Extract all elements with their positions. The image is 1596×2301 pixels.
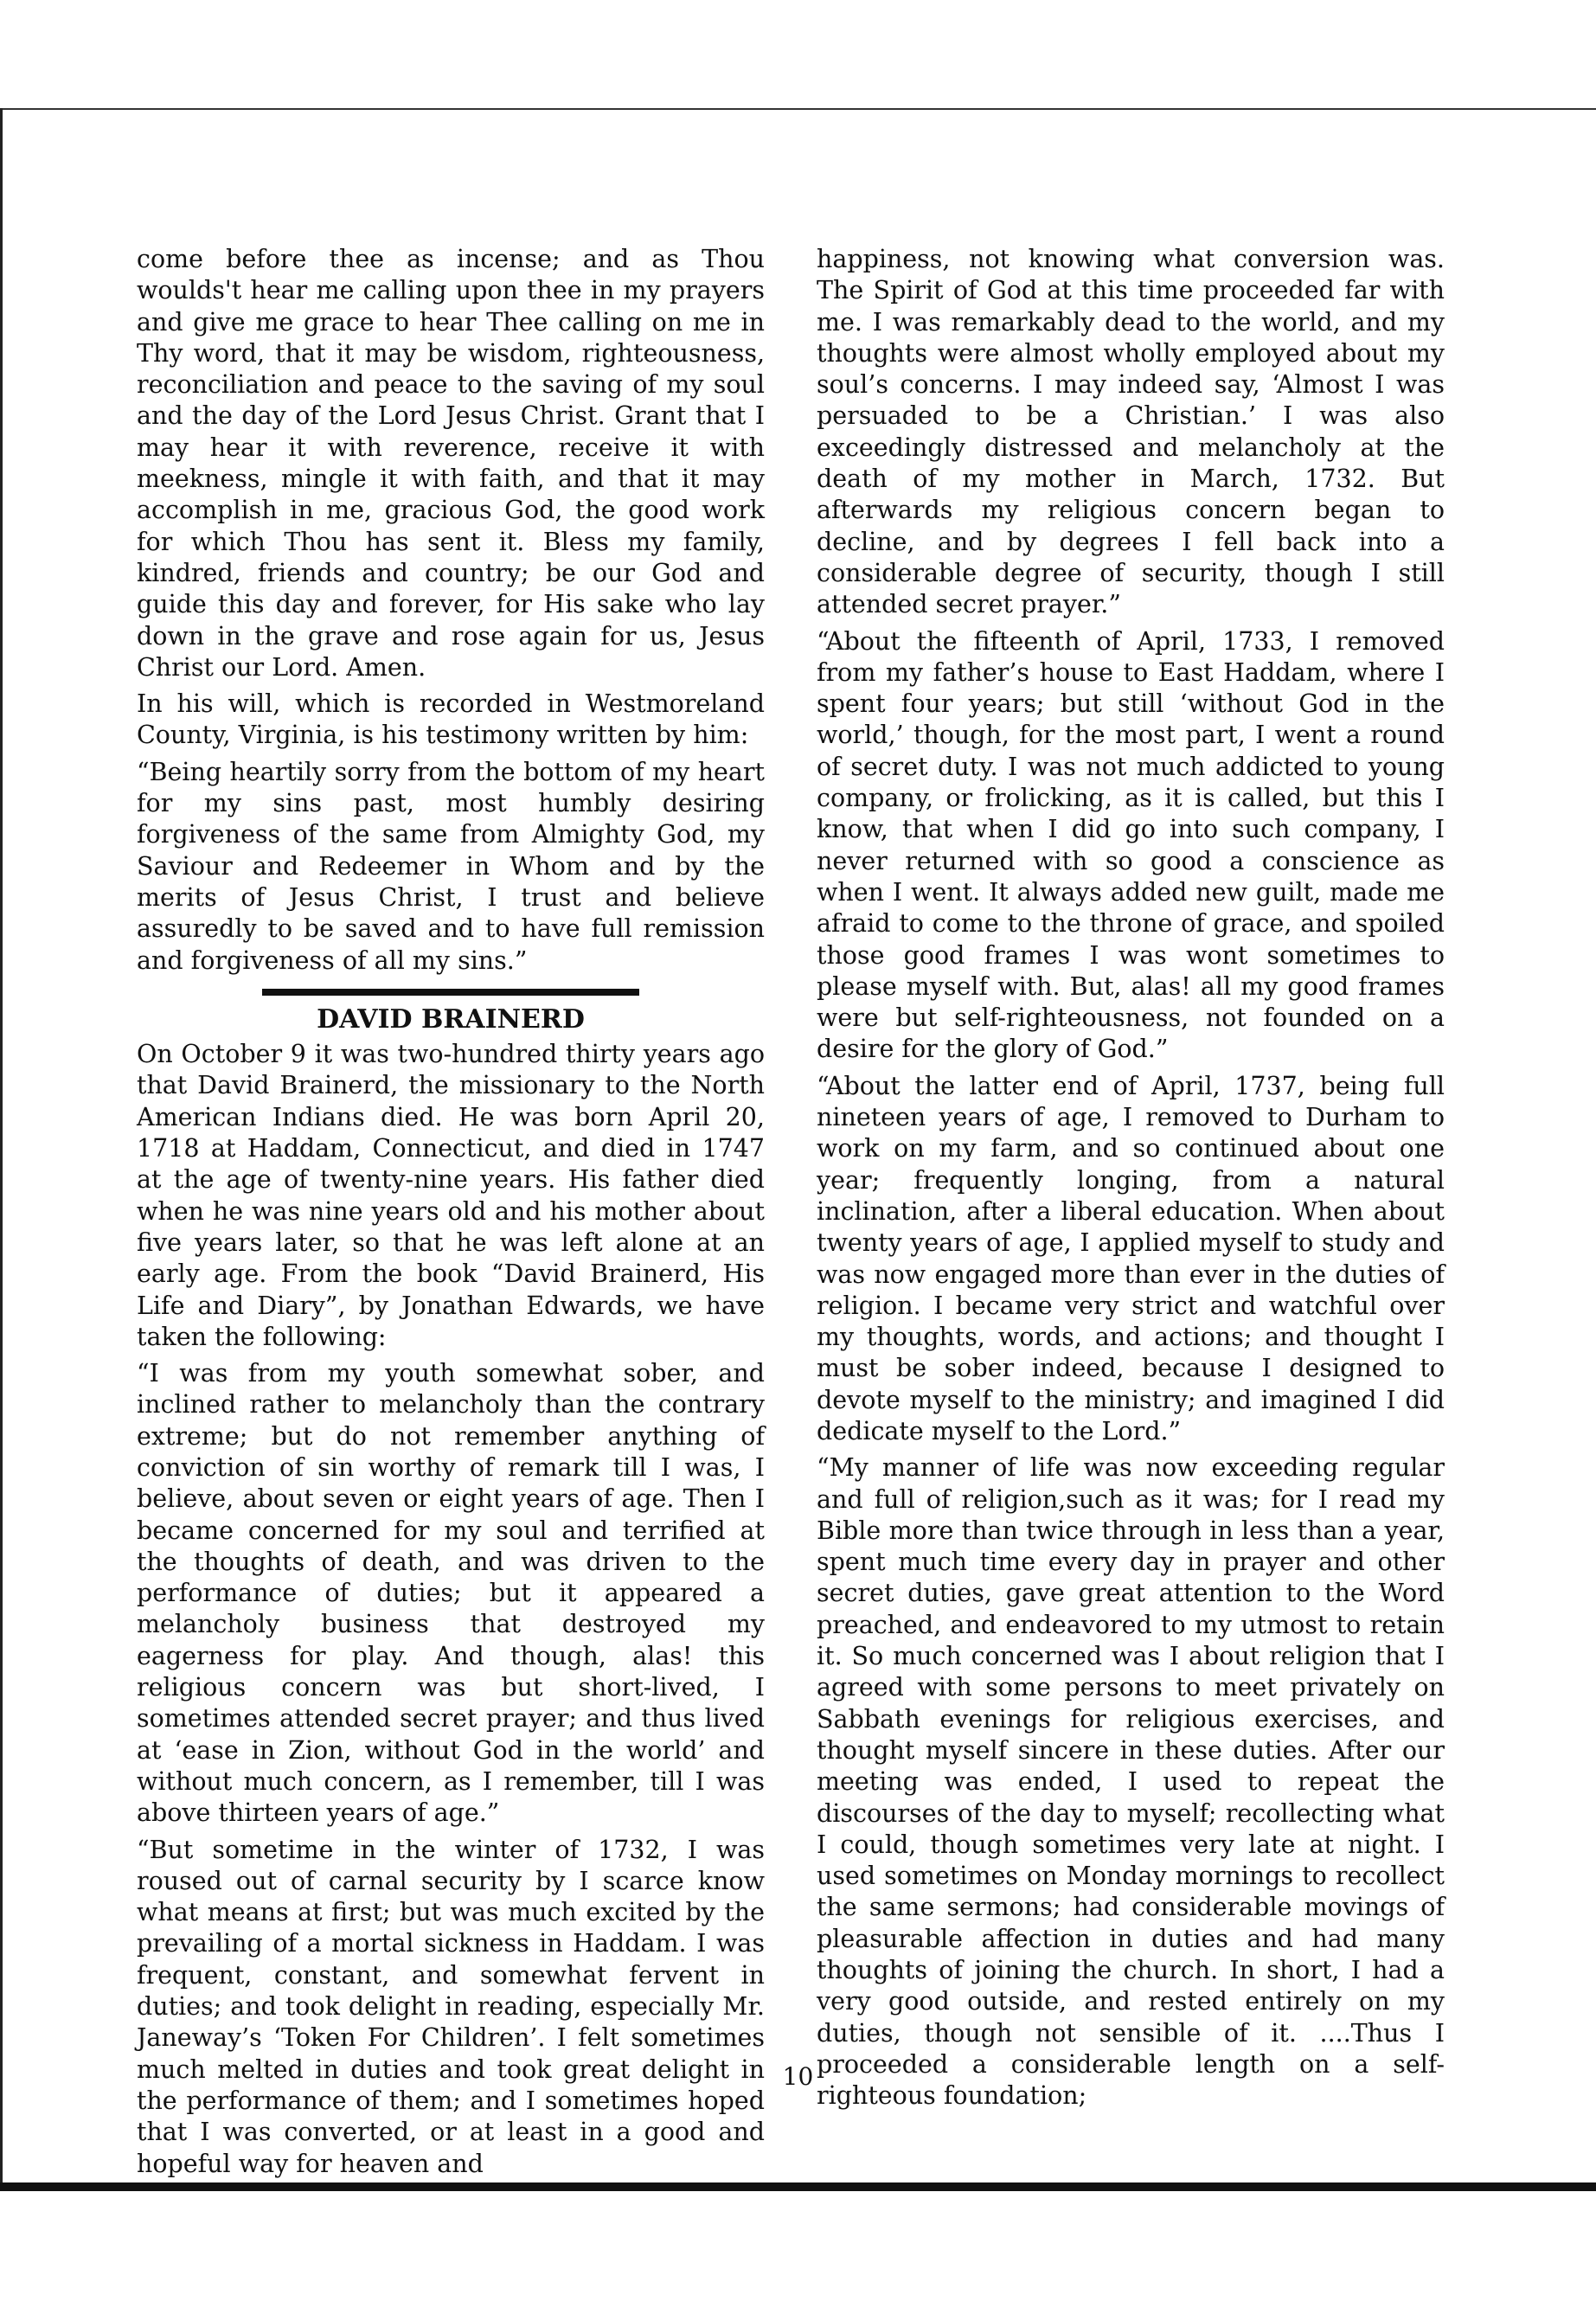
- paragraph: “I was from my youth somewhat sober, and inclined rather to melancholy than the contrary extreme; but do not remember anything of conviction of sin worthy of remark till I was, I believe, about seven or eight years of age. Then I became concerned for my soul and terrified at the thoughts of death, and was driven to the performance of duties; but it appeared a melancholy business that destroyed my eagerness for play. And though, alas! this religious concern was but short-lived, I sometimes attended secret prayer; and thus lived at ‘ease in Zion, without God in the world’ and without much concern, as I remember, till I was above thirteen years of age.”: [137, 1359, 765, 1828]
- paragraph: “About the latter end of April, 1737, being full nineteen years of age, I removed to Durham to work on my farm, and so continued about one year; frequently longing, from a natural inclination, after a liberal education. When about twenty years of age, I applied myself to study and was now engaged more than ever in the duties of religion. I became very strict and watchful over my thoughts, words, and actions; and thought I must be sober indeed, because I designed to devote myself to the ministry; and imagined I did dedicate myself to the Lord.”: [817, 1071, 1445, 1445]
- page-border-left: [0, 108, 3, 2184]
- paragraph: happiness, not knowing what conversion was. The Spirit of God at this time proceeded far with me. I was remarkably dead to the world, and my thoughts were almost wholly employed about my soul’s concerns. I may indeed say, ‘Almost I was persuaded to be a Christian.’ I was also exceedingly distressed and melancholy at the death of my mother in March, 1732. But afterwards my religious concern began to decline, and by degrees I fell back into a considerable degree of security, though I still attended secret prayer.”: [817, 245, 1445, 619]
- page-number: 10: [782, 2062, 814, 2091]
- paragraph: “But sometime in the winter of 1732, I was roused out of carnal security by I scarce know what means at first; but was much excited by the prevailing of a mortal sickness in Haddam. I was frequent, constant, and somewhat fervent in duties; and took delight in reading, especially Mr. Janeway’s ‘Token For Children’. I felt sometimes much melted in duties and took great delight in the performance of them; and I sometimes hoped that I was converted, or at least in a good and hopeful way for heaven and: [137, 1835, 765, 2178]
- paragraph: On October 9 it was two-hundred thirty years ago that David Brainerd, the missionary to the North American Indians died. He was born April 20, 1718 at Haddam, Connecticut, and died in 1747 at the age of twenty-nine years. His father died when he was nine years old and his mother about five years later, so that he was left alone at an early age. From the book “David Brainerd, His Life and Diary”, by Jonathan Edwards, we have taken the following:: [137, 1040, 765, 1351]
- paragraph: come before thee as incense; and as Thou woulds't hear me calling upon thee in my prayers and give me grace to hear Thee calling on me in Thy word, that it may be wisdom, righteousness, reconciliation and peace to the saving of my soul and the day of the Lord Jesus Christ. Grant that I may hear it with reverence, receive it with meekness, mingle it with faith, and that it may accomplish in me, gracious God, the good work for which Thou has sent it. Bless my family, kindred, friends and country; be our God and guide this day and forever, for His sake who lay down in the grave and rose again for us, Jesus Christ our Lord. Amen.: [137, 245, 765, 682]
- left-column: [137, 244, 765, 2185]
- page-border-bottom: [0, 2182, 1596, 2191]
- page-border-top: [0, 108, 1596, 110]
- section-heading: DAVID BRAINERD: [317, 1003, 585, 1035]
- paragraph: “About the fifteenth of April, 1733, I removed from my father’s house to East Haddam, where I spent four years; but still ‘without God in the world,’ though, for the most part, I went a round of secret duty. I was not much addicted to young company, or frolicking, as it is called, but this I know, that when I did go into such company, I never returned with so good a conscience as when I went. It always added new guilt, made me afraid to come to the throne of grace, and spoiled those good frames I was wont sometimes to please myself with. But, alas! all my good frames were but self-righteousness, not founded on a desire for the glory of God.”: [817, 626, 1445, 1064]
- right-column: [817, 244, 1445, 2118]
- paragraph: “My manner of life was now exceeding regular and full of religion,such as it was; for I read my Bible more than twice through in less than a year, spent much time every day in prayer and other secret duties, gave great attention to the Word preached, and endeavored to my utmost to retain it. So much concerned was I about religion that I agreed with some persons to meet privately on Sabbath evenings for religious exercises, and thought myself sincere in these duties. After our meeting was ended, I used to repeat the discourses of the day to myself; recollecting what I could, though sometimes very late at night. I used sometimes on Monday mornings to recollect the same sermons; had considerable movings of pleasurable affection in duties and had many thoughts of joining the church. In short, I had a very good outside, and rested entirely on my duties, though not sensible of it. ....Thus I proceeded a considerable length on a self-righteous foundation;: [817, 1453, 1445, 2111]
- section-divider: [262, 989, 639, 996]
- paragraph: In his will, which is recorded in Westmoreland County, Virginia, is his testimony written by him:: [137, 689, 765, 750]
- paragraph: “Being heartily sorry from the bottom of my heart for my sins past, most humbly desiring forgiveness of the same from Almighty God, my Saviour and Redeemer in Whom and by the merits of Jesus Christ, I trust and believe assuredly to be saved and to have full remission and forgiveness of all my sins.”: [137, 757, 765, 975]
